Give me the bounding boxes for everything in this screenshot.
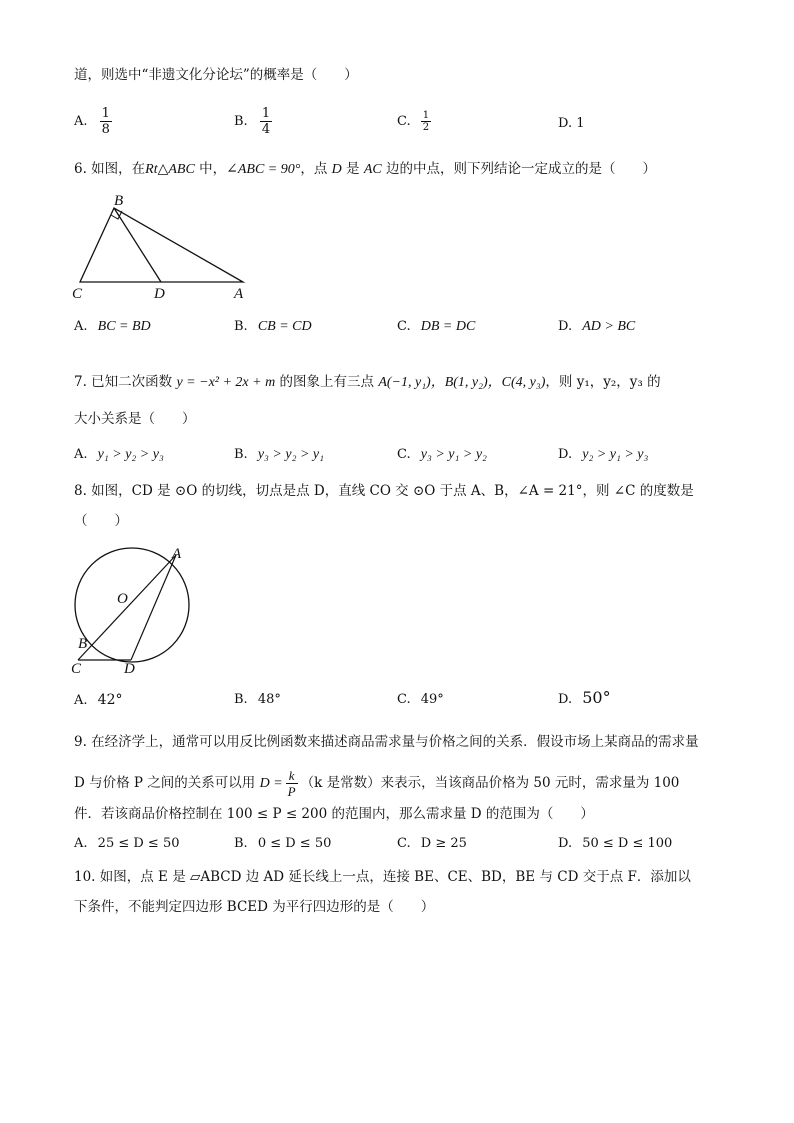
- option-value: DB = DC: [420, 319, 476, 334]
- option-label: A.: [74, 114, 88, 129]
- q6-side-ac: AC: [363, 162, 382, 177]
- option-value: 50 ≤ D ≤ 100: [582, 836, 673, 851]
- fraction: [100, 106, 112, 137]
- q7-stem-rest: ，则 y₁，y₂，y₃ 的: [545, 374, 661, 390]
- fraction-numerator: 1: [422, 110, 430, 121]
- q5-stem: 道，则选中“非遗文化分论坛”的概率是（ ）: [74, 67, 358, 83]
- label-c: C: [72, 286, 83, 302]
- label-c: C: [71, 661, 82, 677]
- fraction-denominator: 4: [261, 122, 271, 137]
- q9-line2-end: （k 是常数）来表示，当该商品价格为 50 元时，需求量为 100: [300, 775, 680, 791]
- option-label: B.: [234, 836, 248, 851]
- option-value: 42°: [97, 692, 123, 708]
- segment-bd: [114, 208, 161, 282]
- option-label: B.: [234, 447, 248, 462]
- option-label: D.: [558, 319, 573, 334]
- q6-stem-prefix: 6. 如图，在: [74, 161, 146, 177]
- option-label: C.: [397, 114, 411, 129]
- option-value: CB = CD: [257, 319, 312, 334]
- q8-circle-figure: [66, 540, 206, 680]
- q6-stem-mid2: ，点: [300, 161, 332, 177]
- q10-line1: 10. 如图，点 E 是 ▱ABCD 边 AD 延长线上一点，连接 BE、CE、BD，BE 与 CD 交于点 F．添加以: [74, 869, 691, 885]
- q6-option-b[interactable]: [234, 318, 312, 336]
- q6-stem-rest: 边的中点，则下列结论一定成立的是（ ）: [381, 161, 657, 177]
- q6-triangle-figure: [66, 190, 256, 305]
- q8-option-b[interactable]: [234, 691, 281, 709]
- option-value: 1: [576, 116, 585, 131]
- fraction-denominator: P: [287, 784, 296, 799]
- q6-stem-mid1: 中，: [194, 161, 227, 177]
- q9-option-c[interactable]: [397, 835, 467, 853]
- option-value: y₁ > y₂ > y₃: [97, 447, 164, 462]
- fraction-denominator: 2: [422, 122, 430, 133]
- q8-stem-line2: （ ）: [74, 513, 128, 529]
- label-b: B: [114, 193, 124, 209]
- option-value: AD > BC: [582, 319, 636, 334]
- q9-formula-fraction: [286, 768, 298, 799]
- q6-angle: ∠ABC = 90°: [226, 162, 301, 177]
- q7-option-d[interactable]: [558, 446, 648, 464]
- option-label: D.: [558, 447, 573, 462]
- q7-option-a[interactable]: [74, 446, 164, 464]
- option-value: 48°: [257, 692, 281, 707]
- option-label: A.: [74, 447, 88, 462]
- option-label: D.: [558, 116, 573, 131]
- option-value: 49°: [420, 692, 444, 707]
- q9-formula-lhs: D =: [259, 776, 283, 791]
- option-value: y₂ > y₁ > y₃: [582, 447, 649, 462]
- q6-option-c[interactable]: [397, 318, 475, 336]
- q7-option-b[interactable]: [234, 446, 324, 464]
- option-label: A.: [74, 836, 88, 851]
- q6-stem-mid3: 是: [341, 161, 364, 177]
- option-value: 0 ≤ D ≤ 50: [257, 836, 332, 851]
- option-label: B.: [234, 319, 248, 334]
- option-value: 50°: [582, 688, 611, 707]
- q8-option-c[interactable]: [397, 691, 444, 709]
- option-label: C.: [397, 319, 411, 334]
- q6-option-d[interactable]: [558, 318, 635, 336]
- option-value: 25 ≤ D ≤ 50: [97, 836, 180, 851]
- option-label: D.: [558, 836, 573, 851]
- q9-line3: 件．若该商品价格控制在 100 ≤ P ≤ 200 的范围内，那么需求量 D 的范围为（ ）: [74, 806, 594, 822]
- q9-option-a[interactable]: [74, 835, 180, 853]
- q7-stem: [74, 373, 661, 392]
- q10-line2: 下条件，不能判定四边形 BCED 为平行四边形的是（ ）: [74, 899, 435, 915]
- q6-triangle: Rt△ABC: [145, 162, 195, 177]
- fraction-numerator: 1: [101, 106, 110, 121]
- fraction: [260, 106, 272, 137]
- option-label: D.: [558, 692, 573, 707]
- option-value: y₃ > y₁ > y₂: [420, 447, 487, 462]
- segment-ad: [131, 555, 176, 660]
- q5-option-c[interactable]: [397, 110, 431, 133]
- q5-option-b[interactable]: [234, 106, 272, 137]
- q8-option-a[interactable]: [74, 691, 123, 710]
- triangle-abc: [80, 208, 243, 282]
- option-value: y₃ > y₂ > y₁: [257, 447, 324, 462]
- fraction-numerator: k: [286, 768, 298, 784]
- option-label: A.: [74, 319, 88, 334]
- q7-option-c[interactable]: [397, 446, 487, 464]
- line-ca: [78, 555, 176, 660]
- q9-option-d[interactable]: [558, 835, 672, 853]
- option-label: C.: [397, 447, 411, 462]
- q7-stem-prefix: 7. 已知二次函数: [74, 374, 177, 390]
- label-a: A: [172, 546, 182, 562]
- q6-point-d: D: [331, 162, 342, 177]
- q9-line2: [74, 768, 679, 799]
- fraction-denominator: 8: [101, 122, 110, 137]
- label-b: B: [78, 636, 88, 652]
- q9-line2-start: D 与价格 P 之间的关系可以用: [74, 775, 260, 791]
- label-a: A: [234, 286, 244, 302]
- q8-stem: 8. 如图，CD 是 ⊙O 的切线，切点是点 D，直线 CO 交 ⊙O 于点 A、B，∠A = 21°，则 ∠C 的度数是: [74, 483, 694, 499]
- q8-option-d[interactable]: [558, 689, 611, 709]
- q7-stem-mid: 的图象上有三点: [275, 374, 379, 390]
- label-d: D: [124, 661, 135, 677]
- option-value: D ≥ 25: [420, 836, 467, 851]
- q5-option-d[interactable]: [558, 115, 585, 133]
- q9-line1: 9. 在经济学上，通常可以用反比例函数来描述商品需求量与价格之间的关系．假设市场上某商品的需求量: [74, 734, 699, 750]
- option-label: B.: [234, 692, 248, 707]
- q7-points: A(−1, y₁)，B(1, y₂)，C(4, y₃): [378, 375, 546, 390]
- label-d: D: [154, 286, 165, 302]
- q7-function: y = −x² + 2x + m: [176, 375, 276, 390]
- q6-stem: [74, 160, 656, 179]
- q7-stem-line2: 大小关系是（ ）: [74, 411, 196, 427]
- q5-option-a[interactable]: [74, 106, 112, 137]
- fraction: [421, 110, 431, 133]
- label-o: O: [117, 591, 128, 607]
- option-label: C.: [397, 836, 411, 851]
- q6-option-a[interactable]: [74, 318, 151, 336]
- option-value: BC = BD: [97, 319, 151, 334]
- fraction-numerator: 1: [261, 106, 271, 121]
- option-label: A.: [74, 693, 88, 708]
- option-label: B.: [234, 114, 248, 129]
- q9-option-b[interactable]: [234, 835, 331, 853]
- option-label: C.: [397, 692, 411, 707]
